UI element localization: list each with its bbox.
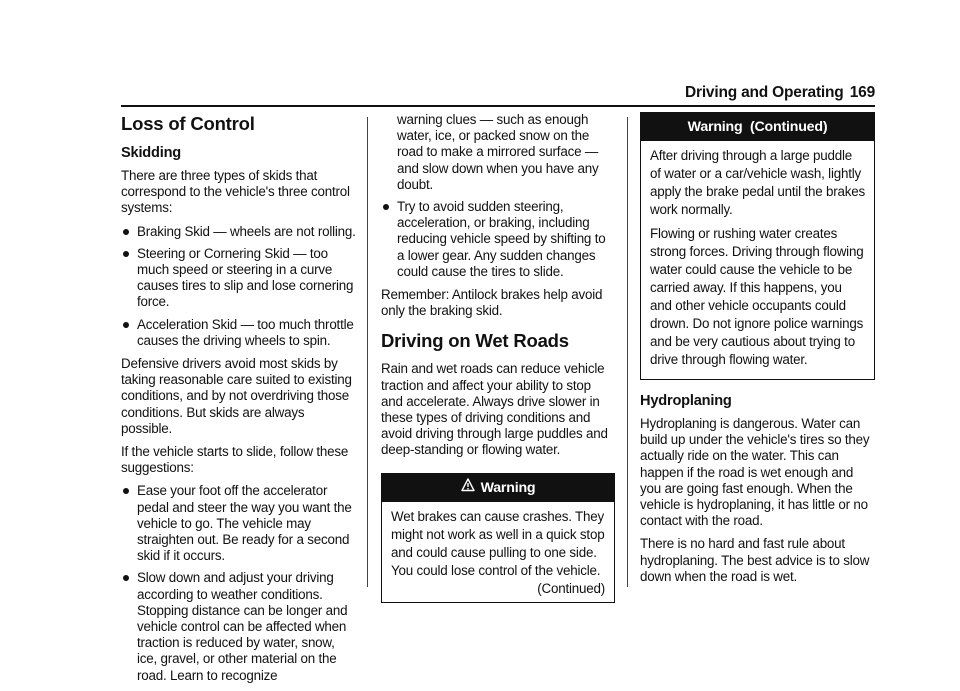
page-number: 169 <box>849 84 875 101</box>
warning-header: Warning (Continued) <box>641 113 874 141</box>
warning-header <box>382 474 614 502</box>
warning-body <box>382 502 614 602</box>
section-heading-hydroplaning: Hydroplaning <box>640 393 732 409</box>
warning-box <box>381 473 615 603</box>
bullet-icon <box>383 204 389 210</box>
bullet-icon <box>123 575 129 581</box>
bullet-icon <box>123 322 129 328</box>
list-item: Slow down and adjust your driving according to weather conditions. Stopping distance can be longer and vehicle control can be affected when traction is reduced by water, snow, ice, gravel, or other material on the road. Learn to recognize <box>121 570 356 683</box>
list-item: Ease your foot off the accelerator pedal and steer the way you want the vehicle to go. The vehicle may straighten out. Be ready for a second skid if it occurs. <box>121 483 356 564</box>
paragraph: Rain and wet roads can reduce vehicle traction and affect your ability to stop and accelerate. Always drive slower in these types of driving conditions and avoid driving through large puddles and deep-standing or flowing water. <box>381 361 608 458</box>
warning-body <box>641 141 874 379</box>
suggestions-list <box>121 483 356 683</box>
column-divider <box>367 117 368 587</box>
paragraph: Defensive drivers avoid most skids by taking reasonable care suited to existing conditions, and by not overdriving those conditions. But skids are always possible. <box>121 356 352 436</box>
page-title: Loss of Control <box>121 113 255 134</box>
list-item: Braking Skid — wheels are not rolling. <box>121 224 356 240</box>
warning-box-continued <box>640 112 875 380</box>
list-item: Acceleration Skid — too much throttle causes the driving wheels to spin. <box>121 317 356 349</box>
warning-text: After driving through a large puddle of water or a car/vehicle wash, lightly apply the brake pedal until the brakes work normally. <box>650 148 865 217</box>
list-item-continued: warning clues — such as enough water, ice, or packed snow on the road to make a mirrored surface — and slow down when you have any doubt. <box>397 112 599 192</box>
bullet-icon <box>123 251 129 257</box>
column-2 <box>381 112 615 603</box>
suggestions-list-continued <box>381 199 615 280</box>
skid-types-list <box>121 224 356 349</box>
bullet-icon <box>123 229 129 235</box>
warning-text: Flowing or rushing water creates strong forces. Driving through flowing water could cause the vehicle to be carried away. If this happens, you and other vehicle occupants could drown. Do not ignore police warnings and be very cautious about trying to drive through flowing water. <box>650 226 864 367</box>
column-3 <box>640 112 875 592</box>
column-1 <box>121 112 356 691</box>
section-title: Driving and Operating <box>685 84 844 101</box>
running-header <box>685 84 875 102</box>
paragraph: There are three types of skids that correspond to the vehicle's three control systems: <box>121 168 350 216</box>
paragraph: There is no hard and fast rule about hydroplaning. The best advice is to slow down when the road is wet. <box>640 536 870 584</box>
header-rule <box>121 105 875 107</box>
paragraph: If the vehicle starts to slide, follow these suggestions: <box>121 444 349 476</box>
list-item: Steering or Cornering Skid — too much speed or steering in a curve causes tires to slip and lose cornering force. <box>121 246 356 311</box>
list-item: Try to avoid sudden steering, acceleration, or braking, including reducing vehicle speed by shifting to a lower gear. Any sudden changes could cause the tires to slide. <box>381 199 615 280</box>
column-divider <box>627 117 628 587</box>
section-heading-skidding: Skidding <box>121 145 182 161</box>
warning-triangle-icon <box>461 474 475 502</box>
warning-text: Wet brakes can cause crashes. They might not work as well in a quick stop and could cause pulling to one side. You could lose control of the vehicle. <box>391 508 605 578</box>
bullet-icon <box>123 488 129 494</box>
paragraph: Hydroplaning is dangerous. Water can build up under the vehicle's tires so they actually ride on the water. This can happen if the road is wet enough and you are going fast enough. When the vehicle is hydroplaning, it has little or no contact with the road. <box>640 416 870 529</box>
section-heading-wet-roads: Driving on Wet Roads <box>381 330 569 352</box>
warning-title: Warning <box>480 479 536 496</box>
paragraph: Remember: Antilock brakes help avoid only the braking skid. <box>381 287 603 319</box>
continued-label: (Continued) <box>537 580 605 596</box>
